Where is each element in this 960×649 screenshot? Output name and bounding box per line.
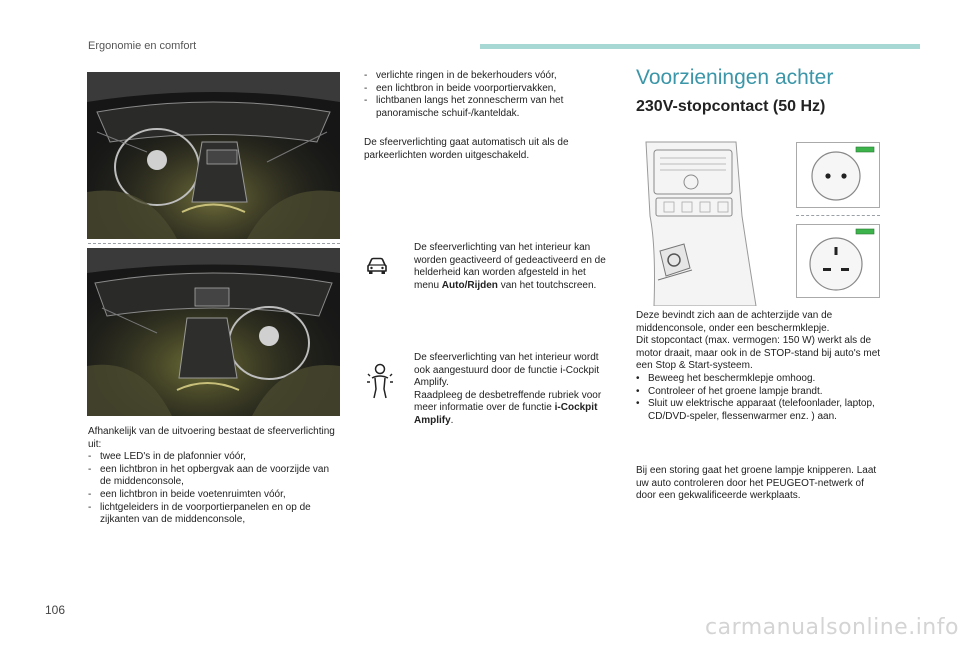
step-item: • Sluit uw elektrische apparaat (telefoonlader, laptop, CD/DVD-speler, flessenwarmer enz. ) aan. [636, 398, 875, 422]
note-cockpit-amplify: De sfeerverlichting van het interieur wordt ook aangestuurd door de functie i-Cockpit Amplify. Raadpleeg de desbetreffende rubriek voor meer informatie over de functie i-Cockpit Amplify. [414, 352, 602, 426]
section-header: Ergonomie en comfort [88, 40, 197, 52]
left-text-block [88, 426, 340, 527]
image-separator [88, 243, 340, 244]
section-title: Voorzieningen achter [636, 66, 834, 89]
interior-image-top [87, 72, 340, 239]
auto-off-text: De sfeerverlichting gaat automatisch uit als de parkeerlichten worden uitgeschakeld. [364, 137, 569, 161]
list-item: - een lichtbron in beide voetenruimten vóór, [88, 488, 286, 500]
page-number: 106 [45, 603, 66, 617]
socket-description: Deze bevindt zich aan de achterzijde van de middenconsole, onder een beschermklepje. Dit stopcontact (max. vermogen: 150 W) werkt als de motor draait, maar ook in de STOP-stand bij auto's met een Stop & Start-systeem. • Beweeg het beschermklepje omhoog. • Controleer of het groene lampje brandt. • Sluit uw elektrische apparaat (telefoonlader, laptop, CD/DVD-speler, flessenwarmer enz. ) aan. [636, 310, 886, 423]
console-illustration [636, 136, 786, 306]
list-item: - een lichtbron in beide voorportiervakken, [364, 82, 557, 94]
header-accent-bar [480, 44, 920, 49]
left-intro: Afhankelijk van de uitvoering bestaat de sfeerverlichting uit: [88, 426, 335, 450]
list-item: - lichtgeleiders in de voorportierpanelen en op de zijkanten van de middenconsole, [88, 501, 311, 526]
step-item: • Beweeg het beschermklepje omhoog. [636, 372, 816, 384]
list-item: - twee LED's in de plafonnier vóór, [88, 451, 246, 463]
socket-closeup-uk [796, 224, 880, 298]
note-ambient-menu: De sfeerverlichting van het interieur kan worden geactiveerd of gedeactiveerd en de helderheid kan worden afgesteld in het menu Auto/Rijden van het toutchscreen. [414, 242, 606, 291]
list-item: - een lichtbron in het opbergvak aan de voorzijde van de middenconsole, [88, 463, 330, 488]
middle-list [364, 70, 614, 120]
list-item: - lichtbanen langs het zonnescherm van het panoramische schuif-/kanteldak. [364, 95, 564, 119]
step-item: • Controleer of het groene lampje brandt. [636, 385, 823, 397]
socket-separator [796, 215, 880, 216]
interior-image-bottom [87, 248, 340, 416]
person-icon [366, 362, 394, 400]
subsection-title: 230V-stopcontact (50 Hz) [636, 98, 826, 115]
socket-closeup-round [796, 142, 880, 208]
fault-text: Bij een storing gaat het groene lampje knipperen. Laat uw auto controleren door het PEUGEOT-netwerk of door een gekwalificeerde werkplaats. [636, 465, 877, 502]
car-icon [366, 256, 388, 276]
watermark: carmanualsonline.info [705, 615, 959, 640]
list-item: - verlichte ringen in de bekerhouders vóór, [364, 70, 557, 81]
